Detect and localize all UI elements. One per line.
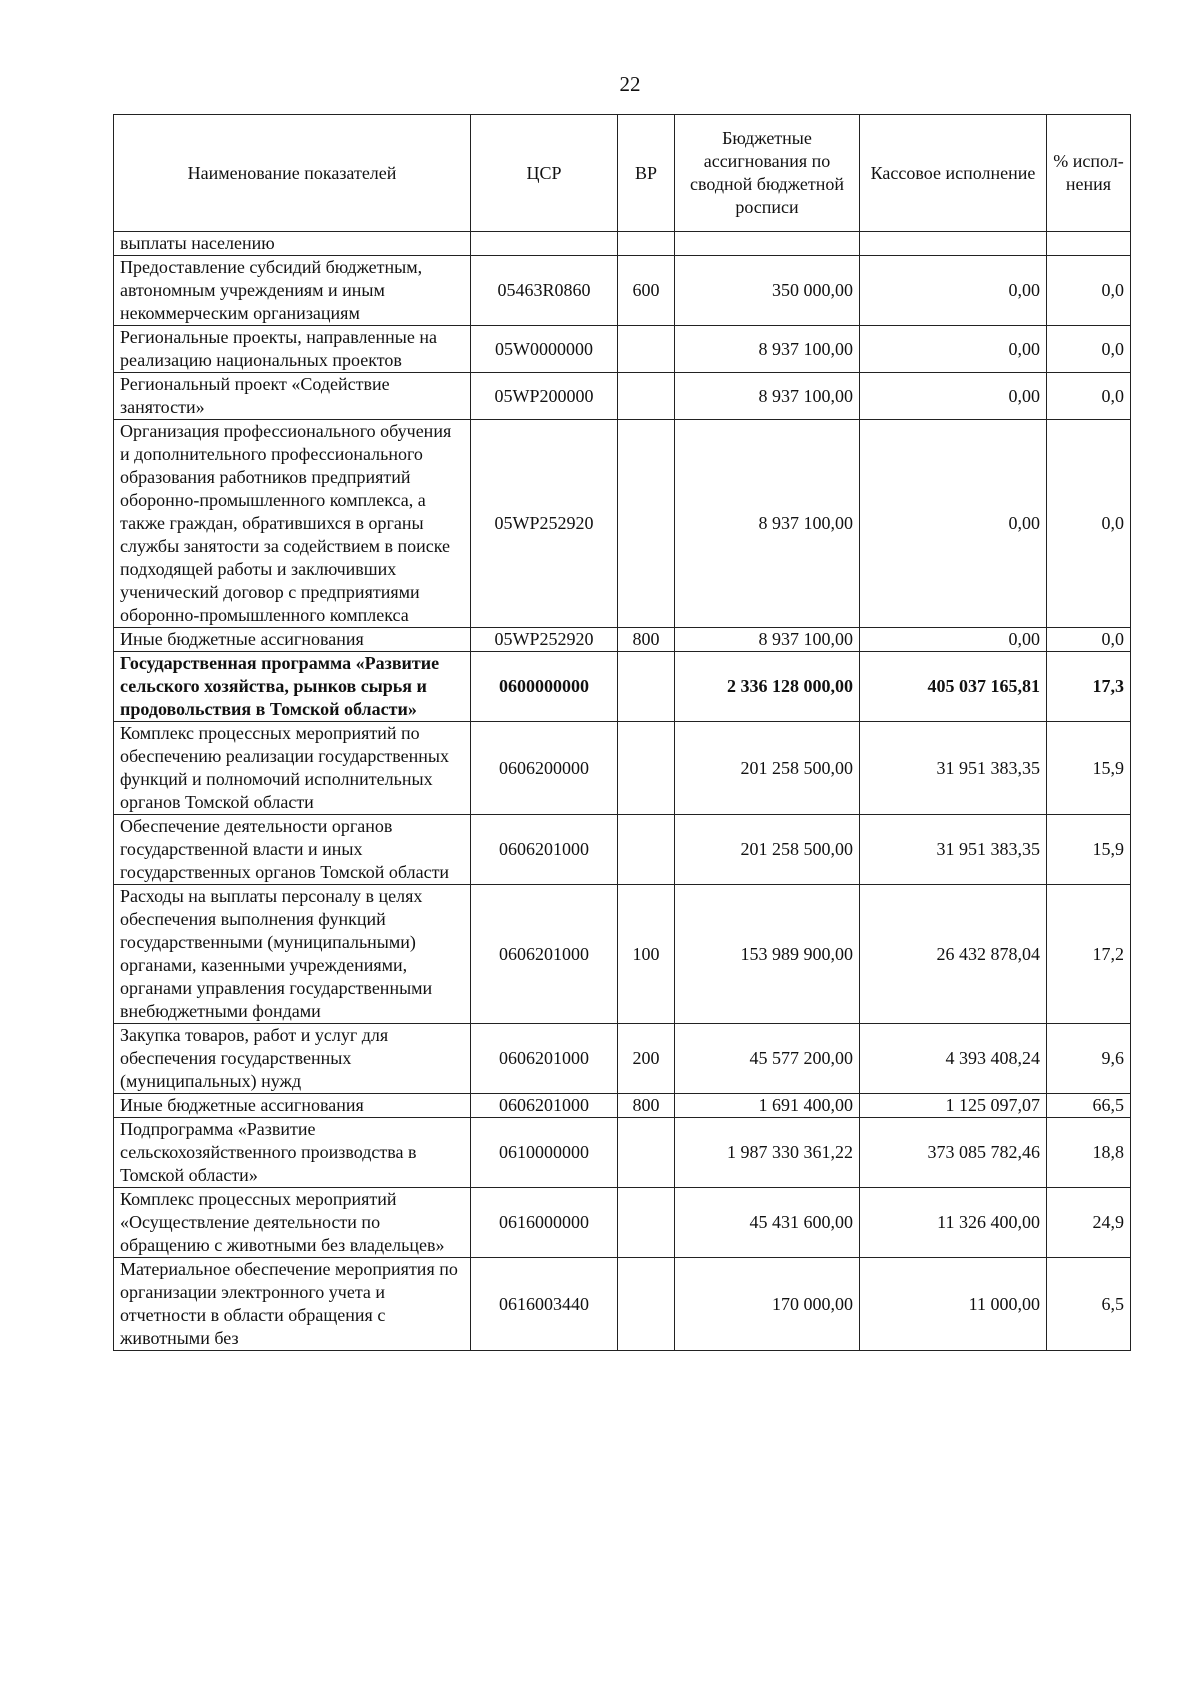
- cell-csr: 0606201000: [471, 885, 618, 1024]
- table-row: [114, 326, 1131, 373]
- cell-budget: 8 937 100,00: [675, 373, 860, 420]
- cell-csr: 05WP252920: [471, 628, 618, 652]
- cell-vr: 800: [618, 1094, 675, 1118]
- cell-csr: 0616003440: [471, 1258, 618, 1351]
- cell-percent: 24,9: [1047, 1188, 1131, 1258]
- cell-name: Государственная программа «Развитие сельского хозяйства, рынков сырья и продовольствия в Томской области»: [114, 652, 471, 722]
- cell-csr: 05463R0860: [471, 256, 618, 326]
- cell-budget: 201 258 500,00: [675, 815, 860, 885]
- table-row: [114, 885, 1131, 1024]
- cell-name: Материальное обеспечение мероприятия по организации электронного учета и отчетности в области обращения с животными без: [114, 1258, 471, 1351]
- cell-cash: 11 000,00: [860, 1258, 1047, 1351]
- table-row: [114, 373, 1131, 420]
- cell-cash: 1 125 097,07: [860, 1094, 1047, 1118]
- cell-vr: [618, 373, 675, 420]
- cell-cash: 0,00: [860, 326, 1047, 373]
- table-row: [114, 1188, 1131, 1258]
- cell-vr: 100: [618, 885, 675, 1024]
- table-row: [114, 232, 1131, 256]
- cell-cash: 0,00: [860, 628, 1047, 652]
- cell-budget: 1 691 400,00: [675, 1094, 860, 1118]
- table-row: [114, 628, 1131, 652]
- cell-budget: 8 937 100,00: [675, 628, 860, 652]
- header-percent: % испол-нения: [1047, 115, 1131, 232]
- cell-name: Расходы на выплаты персоналу в целях обеспечения выполнения функций государственными (муниципальными) органами, казенными учреждениями, органами управления государственными внебюджетными фондами: [114, 885, 471, 1024]
- cell-percent: 0,0: [1047, 420, 1131, 628]
- table-header-row: [114, 115, 1131, 232]
- cell-csr: 0606201000: [471, 1094, 618, 1118]
- table-body: [114, 232, 1131, 1351]
- cell-csr: [471, 232, 618, 256]
- cell-csr: 0606201000: [471, 1024, 618, 1094]
- cell-vr: [618, 722, 675, 815]
- cell-csr: 0610000000: [471, 1118, 618, 1188]
- cell-percent: 0,0: [1047, 628, 1131, 652]
- cell-budget: 201 258 500,00: [675, 722, 860, 815]
- cell-name: Иные бюджетные ассигнования: [114, 1094, 471, 1118]
- table-row: [114, 1024, 1131, 1094]
- cell-name: Комплекс процессных мероприятий по обеспечению реализации государственных функций и полномочий исполнительных органов Томской области: [114, 722, 471, 815]
- cell-name: Обеспечение деятельности органов государственной власти и иных государственных органов Томской области: [114, 815, 471, 885]
- budget-execution-table: [113, 114, 1131, 1351]
- cell-budget: 45 577 200,00: [675, 1024, 860, 1094]
- cell-percent: 0,0: [1047, 373, 1131, 420]
- cell-percent: 17,3: [1047, 652, 1131, 722]
- cell-budget: 350 000,00: [675, 256, 860, 326]
- cell-name: выплаты населению: [114, 232, 471, 256]
- table-row: [114, 815, 1131, 885]
- cell-percent: 15,9: [1047, 815, 1131, 885]
- cell-cash: 405 037 165,81: [860, 652, 1047, 722]
- cell-vr: [618, 420, 675, 628]
- cell-cash: 0,00: [860, 373, 1047, 420]
- cell-csr: 05WP252920: [471, 420, 618, 628]
- cell-csr: 05W0000000: [471, 326, 618, 373]
- header-budget: Бюджетные ассигнования по сводной бюджетной росписи: [675, 115, 860, 232]
- cell-budget: 1 987 330 361,22: [675, 1118, 860, 1188]
- table-row: [114, 1118, 1131, 1188]
- cell-name: Региональный проект «Содействие занятости»: [114, 373, 471, 420]
- table-row: [114, 652, 1131, 722]
- cell-csr: 0600000000: [471, 652, 618, 722]
- table-row: [114, 1094, 1131, 1118]
- cell-name: Предоставление субсидий бюджетным, автономным учреждениям и иным некоммерческим организациям: [114, 256, 471, 326]
- header-vr: ВР: [618, 115, 675, 232]
- cell-csr: 05WP200000: [471, 373, 618, 420]
- cell-vr: [618, 232, 675, 256]
- header-cash: Кассовое исполнение: [860, 115, 1047, 232]
- cell-percent: [1047, 232, 1131, 256]
- cell-vr: [618, 652, 675, 722]
- cell-percent: 0,0: [1047, 256, 1131, 326]
- cell-cash: 373 085 782,46: [860, 1118, 1047, 1188]
- cell-name: Комплекс процессных мероприятий «Осуществление деятельности по обращению с животными без владельцев»: [114, 1188, 471, 1258]
- cell-vr: [618, 326, 675, 373]
- cell-vr: 600: [618, 256, 675, 326]
- cell-percent: 15,9: [1047, 722, 1131, 815]
- cell-name: Региональные проекты, направленные на реализацию национальных проектов: [114, 326, 471, 373]
- table-row: [114, 256, 1131, 326]
- cell-percent: 66,5: [1047, 1094, 1131, 1118]
- cell-cash: 31 951 383,35: [860, 722, 1047, 815]
- cell-name: Закупка товаров, работ и услуг для обеспечения государственных (муниципальных) нужд: [114, 1024, 471, 1094]
- cell-budget: 8 937 100,00: [675, 420, 860, 628]
- cell-name: Организация профессионального обучения и дополнительного профессионального образования работников предприятий оборонно-промышленного комплекса, а также граждан, обратившихся в органы службы занятости за содействием в поиске подходящей работы и заключивших ученический договор с предприятиями оборонно-промышленного комплекса: [114, 420, 471, 628]
- cell-csr: 0616000000: [471, 1188, 618, 1258]
- cell-csr: 0606200000: [471, 722, 618, 815]
- cell-percent: 6,5: [1047, 1258, 1131, 1351]
- cell-budget: 45 431 600,00: [675, 1188, 860, 1258]
- cell-budget: 8 937 100,00: [675, 326, 860, 373]
- cell-vr: [618, 815, 675, 885]
- cell-cash: 11 326 400,00: [860, 1188, 1047, 1258]
- cell-percent: 18,8: [1047, 1118, 1131, 1188]
- cell-name: Подпрограмма «Развитие сельскохозяйственного производства в Томской области»: [114, 1118, 471, 1188]
- cell-vr: [618, 1188, 675, 1258]
- cell-vr: 800: [618, 628, 675, 652]
- cell-vr: [618, 1118, 675, 1188]
- cell-vr: [618, 1258, 675, 1351]
- cell-cash: 0,00: [860, 420, 1047, 628]
- cell-vr: 200: [618, 1024, 675, 1094]
- cell-budget: 153 989 900,00: [675, 885, 860, 1024]
- cell-cash: [860, 232, 1047, 256]
- cell-cash: 31 951 383,35: [860, 815, 1047, 885]
- cell-budget: 170 000,00: [675, 1258, 860, 1351]
- cell-budget: [675, 232, 860, 256]
- cell-cash: 26 432 878,04: [860, 885, 1047, 1024]
- cell-csr: 0606201000: [471, 815, 618, 885]
- header-name: Наименование показателей: [114, 115, 471, 232]
- cell-percent: 17,2: [1047, 885, 1131, 1024]
- page-number: 22: [619, 72, 641, 96]
- table-row: [114, 420, 1131, 628]
- header-csr: ЦСР: [471, 115, 618, 232]
- cell-cash: 0,00: [860, 256, 1047, 326]
- table-row: [114, 1258, 1131, 1351]
- cell-budget: 2 336 128 000,00: [675, 652, 860, 722]
- cell-percent: 0,0: [1047, 326, 1131, 373]
- table-row: [114, 722, 1131, 815]
- cell-percent: 9,6: [1047, 1024, 1131, 1094]
- cell-name: Иные бюджетные ассигнования: [114, 628, 471, 652]
- cell-cash: 4 393 408,24: [860, 1024, 1047, 1094]
